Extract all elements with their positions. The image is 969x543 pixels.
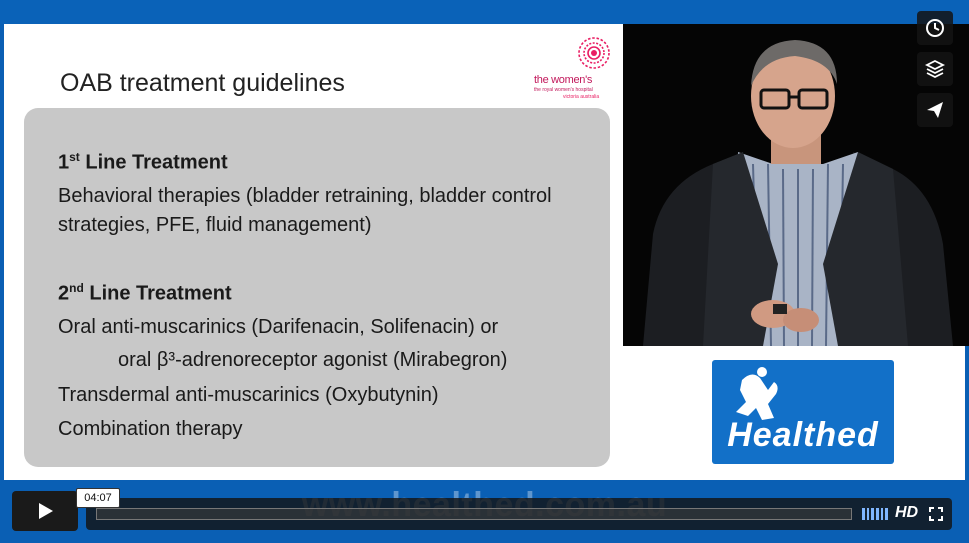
logo-region: victoria australia — [563, 94, 600, 100]
first-line-text-1: Behavioral therapies (bladder retraining, bladder control — [58, 185, 552, 207]
healthed-logo — [712, 360, 894, 464]
fullscreen-icon[interactable] — [928, 506, 944, 522]
hd-toggle[interactable]: HD — [895, 504, 919, 521]
clock-icon — [924, 17, 946, 39]
slide-panel — [4, 24, 623, 480]
logo-subtitle: the royal women's hospital — [534, 87, 593, 93]
progress-track[interactable] — [96, 508, 852, 520]
slide-title: OAB treatment guidelines — [60, 69, 345, 97]
play-icon — [34, 500, 56, 522]
watch-later-button[interactable] — [917, 11, 953, 45]
control-bar — [86, 498, 952, 530]
second-line-text-2: oral β³-adrenoreceptor agonist (Mirabegron) — [118, 349, 508, 371]
first-line-heading: 1st Line Treatment — [58, 150, 228, 174]
womens-hospital-logo — [531, 36, 611, 106]
logo-name: the women's — [534, 74, 593, 86]
second-line-heading: 2nd Line Treatment — [58, 281, 232, 305]
collections-button[interactable] — [917, 52, 953, 86]
second-line-text-3: Transdermal anti-muscarinics (Oxybutynin) — [58, 384, 439, 406]
play-button[interactable] — [12, 491, 78, 531]
first-line-text-2: strategies, PFE, fluid management) — [58, 214, 372, 236]
top-bar — [0, 0, 969, 24]
layers-icon — [924, 58, 946, 80]
share-button[interactable] — [917, 93, 953, 127]
time-tooltip: 04:07 — [76, 488, 120, 508]
send-icon — [924, 99, 946, 121]
second-line-text-1: Oral anti-muscarinics (Darifenacin, Solifenacin) or — [58, 316, 499, 338]
brand-name: Healthed — [727, 416, 879, 454]
volume-control[interactable] — [862, 508, 888, 520]
brand-area — [623, 346, 965, 480]
second-line-text-4: Combination therapy — [58, 418, 243, 440]
guidelines-box — [24, 108, 610, 467]
flower-logo-icon — [577, 36, 611, 70]
